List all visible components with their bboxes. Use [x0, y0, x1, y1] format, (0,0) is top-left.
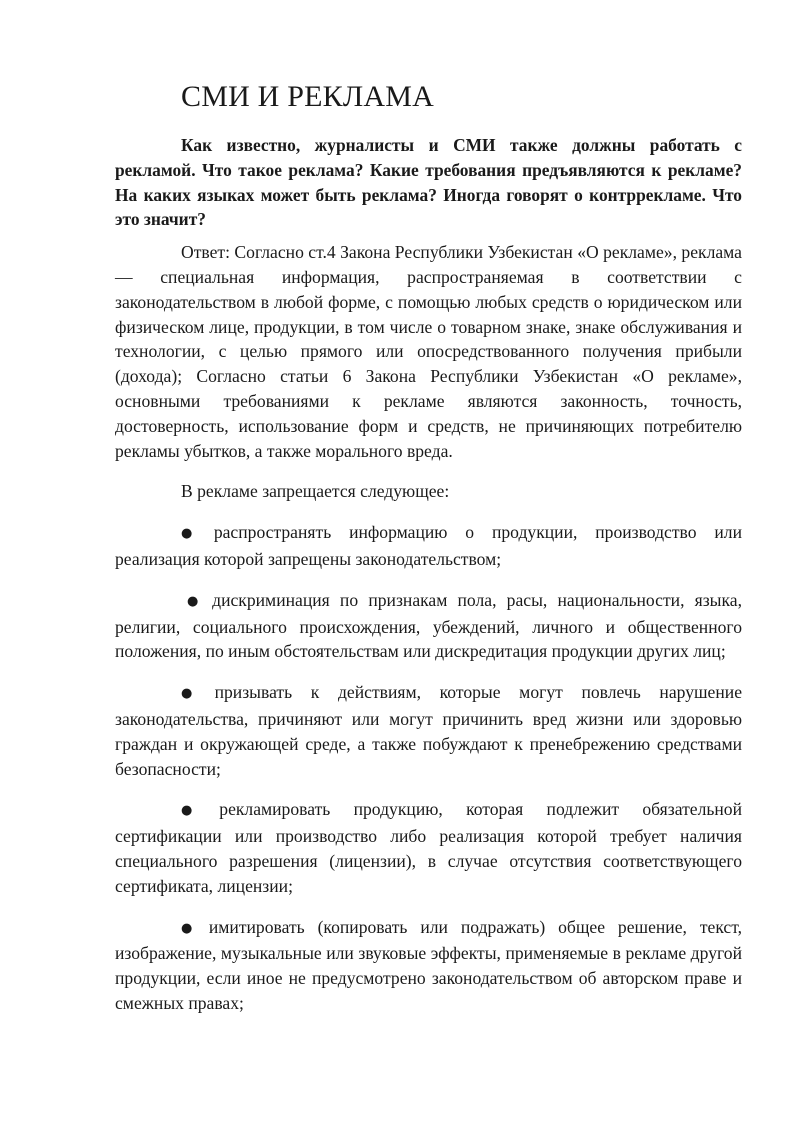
prohibited-item-text: имитировать (копировать или подражать) общее решение, текст, изображение, музыкальные или звуковые эффекты, применяемые в рекламе другой продукции, если иное не предусмотрено законодательством об авторском праве и смежных правах; [115, 916, 743, 1013]
bullet-icon: ● [181, 526, 206, 542]
prohibited-item-text: дискриминация по признакам пола, расы, национальности, языка, религии, социального происхождения, убеждений, личного и общественного положения, по иным обстоятельствам или дискредитация продукции других лиц; [115, 589, 742, 662]
bullet-icon: ● [181, 686, 207, 702]
prohibited-item [115, 797, 742, 898]
document-page [115, 70, 742, 1016]
answer-paragraph: Ответ: Согласно ст.4 Закона Республики Узбекистан «О рекламе», реклама — специальная информация, распространяемая в соответствии с законодательством в любой форме, с помощью любых средств о юридическом или физическом лице, продукции, в том числе о товарном знаке, знаке обслуживания и технологии, с целью прямого или опосредствованного получения прибыли (дохода); Согласно статьи 6 Закона Республики Узбекистан «О рекламе», основными требованиями к рекламе являются законность, точность, достоверность, использование форм и средств, не причиняющих потребителю рекламы убытков, а также морального вреда. [115, 242, 742, 461]
prohibited-intro: В рекламе запрещается следующее: [181, 481, 450, 502]
bullet-icon: ● [181, 803, 212, 819]
prohibited-item [115, 520, 742, 572]
prohibited-item-text: распространять информацию о продукции, производство или реализация которой запрещены законодательством; [115, 522, 742, 569]
prohibited-item-text: рекламировать продукцию, которая подлежит обязательной сертификации или производство либо реализация которой требует наличия специального разрешения (лицензии), в случае отсутствия соответствующего сертификата, лицензии; [115, 799, 743, 896]
prohibited-item [115, 680, 742, 781]
prohibited-item-text: призывать к действиям, которые могут повлечь нарушение законодательства, причиняют или могут причинить вред жизни или здоровью граждан и окружающей среде, а также побуждают к пренебрежению средствами безопасности; [115, 682, 743, 779]
bullet-icon: ● [181, 920, 201, 936]
bullet-icon: ● [187, 593, 205, 609]
question-paragraph: Как известно, журналисты и СМИ также должны работать с рекламой. Что такое реклама? Какие требования предъявляются к рекламе? На каких языках может быть реклама? Иногда говорят о контррекламе. Что это значит? [115, 135, 742, 230]
prohibited-item [115, 588, 742, 664]
prohibited-item [115, 915, 742, 1016]
document-title: СМИ И РЕКЛАМА [181, 80, 434, 113]
